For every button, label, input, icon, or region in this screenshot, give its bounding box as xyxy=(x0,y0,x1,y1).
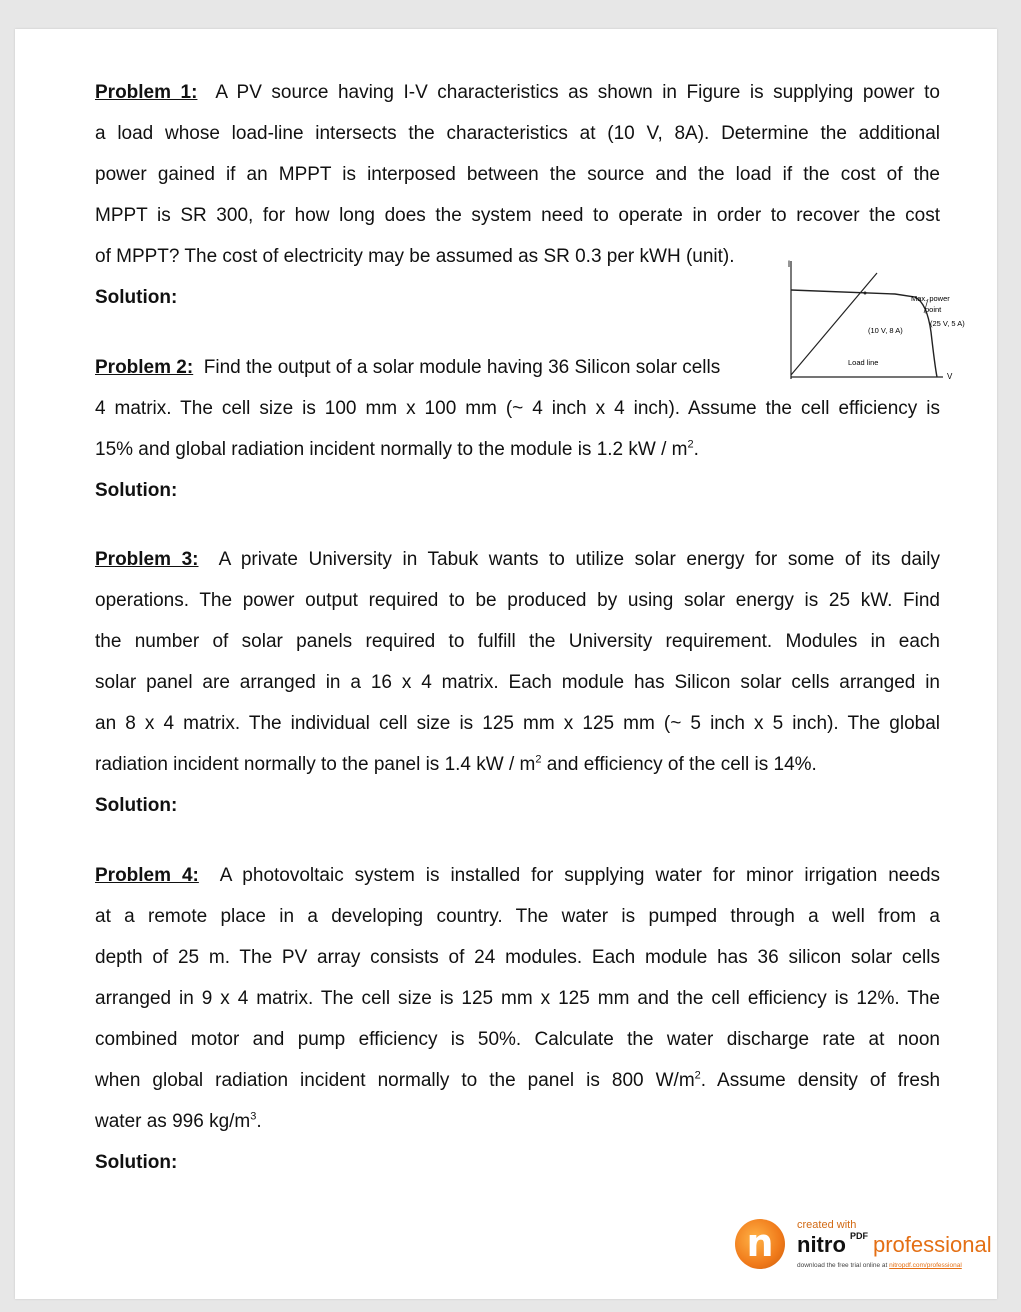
problem-3 xyxy=(95,539,940,826)
problem-1-line-1: Problem 1: A PV source having I-V characteristics as shown in Figure is supplying power to xyxy=(95,82,940,103)
figure-max-power-label-2: point xyxy=(925,305,942,314)
problem-2-label: Problem 2: xyxy=(95,357,194,378)
problem-2 xyxy=(95,347,940,511)
document-page xyxy=(15,29,997,1299)
problem-4-line-2: at a remote place in a developing country. The water is pumped through a well from a xyxy=(95,906,940,927)
problem-2-line-3: 15% and global radiation incident normally to the module is 1.2 kW / $m^2$. xyxy=(95,438,699,460)
problem-3-line-6: radiation incident normally to the panel is 1.4 kW / $m^2$ and efficiency of the cell is 14%. xyxy=(95,753,817,775)
figure-y-axis-label: I xyxy=(787,259,791,269)
problem-1-line-2: a load whose load-line intersects the characteristics at (10 V, 8A). Determine the additional xyxy=(95,123,940,144)
watermark-download-text: download the free trial online at nitropdf.com/professional xyxy=(797,1262,962,1269)
watermark-download-link[interactable]: nitropdf.com/professional xyxy=(889,1262,962,1269)
problem-3-line-2: operations. The power output required to be produced by using solar energy is 25 kW. Find xyxy=(95,590,940,611)
nitro-n-glyph: n xyxy=(746,1221,774,1265)
problem-4-line-7: water as 996 $kg/m^3$. xyxy=(95,1110,262,1132)
problem-1-label: Problem 1: xyxy=(95,82,198,103)
figure-max-power-label-1: Max. power xyxy=(911,294,950,303)
problem-1-line-3: power gained if an MPPT is interposed between the source and the load if the cost of the xyxy=(95,164,940,185)
figure-x-axis-label: V xyxy=(947,372,953,381)
watermark-created-with: created with xyxy=(797,1219,857,1231)
problem-2-line-2: 4 matrix. The cell size is 100 mm x 100 mm (~ 4 inch x 4 inch). Assume the cell efficiency is xyxy=(95,398,940,419)
watermark-brand-sup: PDF xyxy=(850,1231,868,1241)
problem-4-line-6: when global radiation incident normally to the panel is 800 $W/m^2$. Assume density of fresh xyxy=(95,1069,941,1091)
watermark-brand: nitro xyxy=(797,1232,846,1257)
problem-4-line-5: combined motor and pump efficiency is 50%. Calculate the water discharge rate at noon xyxy=(95,1029,940,1050)
problem-3-label: Problem 3: xyxy=(95,549,199,570)
problem-4-line-4: arranged in 9 x 4 matrix. The cell size is 125 mm x 125 mm and the cell efficiency is 12%. The xyxy=(95,988,940,1009)
problem-4-line-1: Problem 4: A photovoltaic system is installed for supplying water for minor irrigation needs xyxy=(95,865,941,886)
problem-3-line-4: solar panel are arranged in a 16 x 4 matrix. Each module has Silicon solar cells arranged in xyxy=(95,672,940,693)
nitro-pdf-watermark[interactable] xyxy=(735,1217,995,1279)
problem-1-line-4: MPPT is SR 300, for how long does the system need to operate in order to recover the cost xyxy=(95,205,940,226)
problem-4-solution-label: Solution: xyxy=(95,1152,178,1173)
problem-2-line-1: Problem 2: Find the output of a solar module having 36 Silicon solar cells xyxy=(95,357,721,378)
problem-1-solution-label: Solution: xyxy=(95,287,178,308)
problem-3-line-3: the number of solar panels required to fulfill the University requirement. Modules in each xyxy=(95,631,940,652)
figure-load-point-label: (10 V, 8 A) xyxy=(868,326,903,335)
problem-3-line-5: an 8 x 4 matrix. The individual cell size is 125 mm x 125 mm (~ 5 inch x 5 inch). The global xyxy=(95,713,940,734)
figure-load-line-label: Load line xyxy=(848,358,879,367)
problem-1-line-5: of MPPT? The cost of electricity may be assumed as SR 0.3 per kWH (unit). xyxy=(95,246,735,267)
watermark-edition: professional xyxy=(873,1232,992,1257)
figure-max-power-coords: (25 V, 5 A) xyxy=(930,319,965,328)
problem-4-label: Problem 4: xyxy=(95,865,199,886)
problem-4 xyxy=(95,855,940,1183)
problem-3-solution-label: Solution: xyxy=(95,795,178,816)
problem-3-line-1: Problem 3: A private University in Tabuk wants to utilize solar energy for some of its daily xyxy=(95,549,940,570)
problem-2-solution-label: Solution: xyxy=(95,480,178,501)
problem-4-line-3: depth of 25 m. The PV array consists of 24 modules. Each module has 36 silicon solar cells xyxy=(95,947,940,968)
figure-load-point xyxy=(864,292,867,295)
